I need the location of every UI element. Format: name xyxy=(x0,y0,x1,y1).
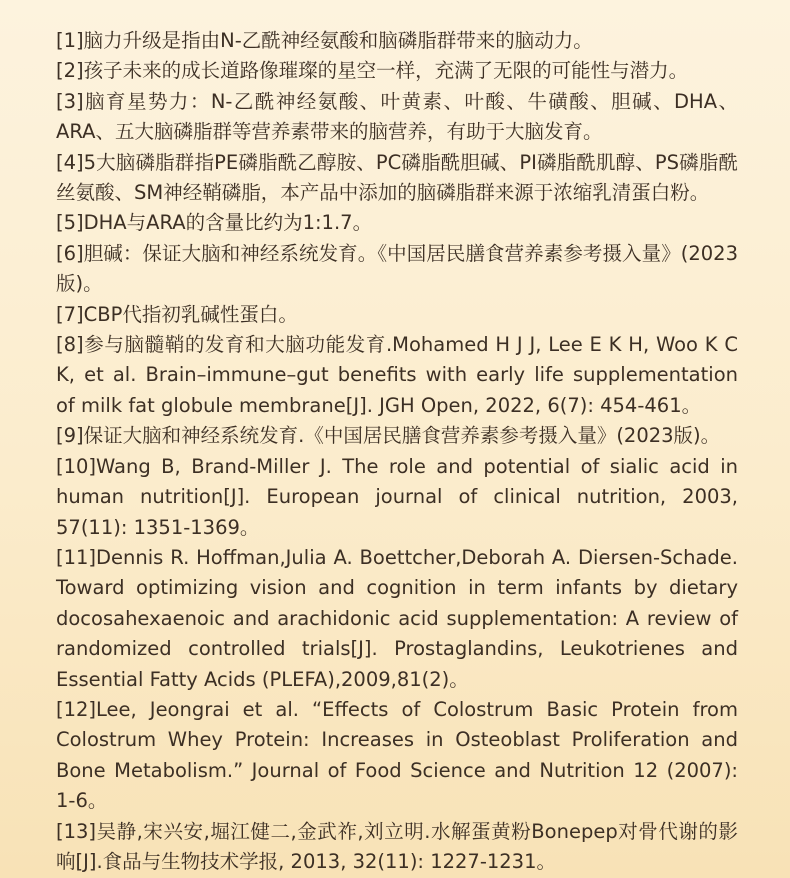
reference-item-4: [4]5大脑磷脂群指PE磷脂酰乙醇胺、PC磷脂酰胆碱、PI磷脂酰肌醇、PS磷脂酰丝氨酸、SM神经鞘磷脂，本产品中添加的脑磷脂群来源于浓缩乳清蛋白粉。 xyxy=(56,150,738,205)
reference-item-8: [8]参与脑髓鞘的发育和大脑功能发育.Mohamed H J J, Lee E K H, Woo K C K, et al. Brain–immune–gut benefits with early life supplementation of milk fat globule membrane[J]. JGH Open, 2022, 6(7): 454-461。 xyxy=(56,333,738,417)
reference-item-7: [7]CBP代指初乳碱性蛋白。 xyxy=(56,302,298,326)
reference-item-13: [13]吴静,宋兴安,堀江健二,金武祚,刘立明.水解蛋黄粉Bonepep对骨代谢的影响[J].食品与生物技术学报, 2013, 32(11): 1227-1231。 xyxy=(56,819,738,873)
reference-item-3: [3]脑育星势力：N-乙酰神经氨酸、叶黄素、叶酸、牛磺酸、胆碱、DHA、ARA、五大脑磷脂群等营养素带来的脑营养，有助于大脑发育。 xyxy=(56,89,738,144)
reference-item-11: [11]Dennis R. Hoffman,Julia A. Boettcher,Deborah A. Diersen-Schade. Toward optimizing vision and cognition in term infants by dietary docosahexaenoic and arachidonic acid supplementation: A review of randomized controlled trials[J]. Prostaglandins, Leukotrienes and Essential Fatty Acids (PLEFA),2009,81(2)。 xyxy=(56,545,738,691)
reference-item-5: [5]DHA与ARA的含量比约为1:1.7。 xyxy=(56,211,373,235)
reference-item-12: [12]Lee, Jeongrai et al. “Effects of Colostrum Basic Protein from Colostrum Whey Protein: Increases in Osteoblast Proliferation and Bone Metabolism.” Journal of Food Science and Nutrition 12 (2007): 1-6。 xyxy=(56,697,738,813)
reference-item-10: [10]Wang B, Brand-Miller J. The role and potential of sialic acid in human nutrition[J]. European journal of clinical nutrition, 2003, 57(11): 1351-1369。 xyxy=(56,454,738,539)
reference-item-1: [1]脑力升级是指由N-乙酰神经氨酸和脑磷脂群带来的脑动力。 xyxy=(56,29,593,52)
reference-item-9: [9]保证大脑和神经系统发育.《中国居民膳食营养素参考摄入量》(2023版)。 xyxy=(56,424,721,448)
reference-item-6: [6]胆碱：保证大脑和神经系统发育。《中国居民膳食营养素参考摄入量》(2023版)。 xyxy=(56,241,738,296)
reference-item-2: [2]孩子未来的成长道路像璀璨的星空一样，充满了无限的可能性与潜力。 xyxy=(56,59,689,83)
